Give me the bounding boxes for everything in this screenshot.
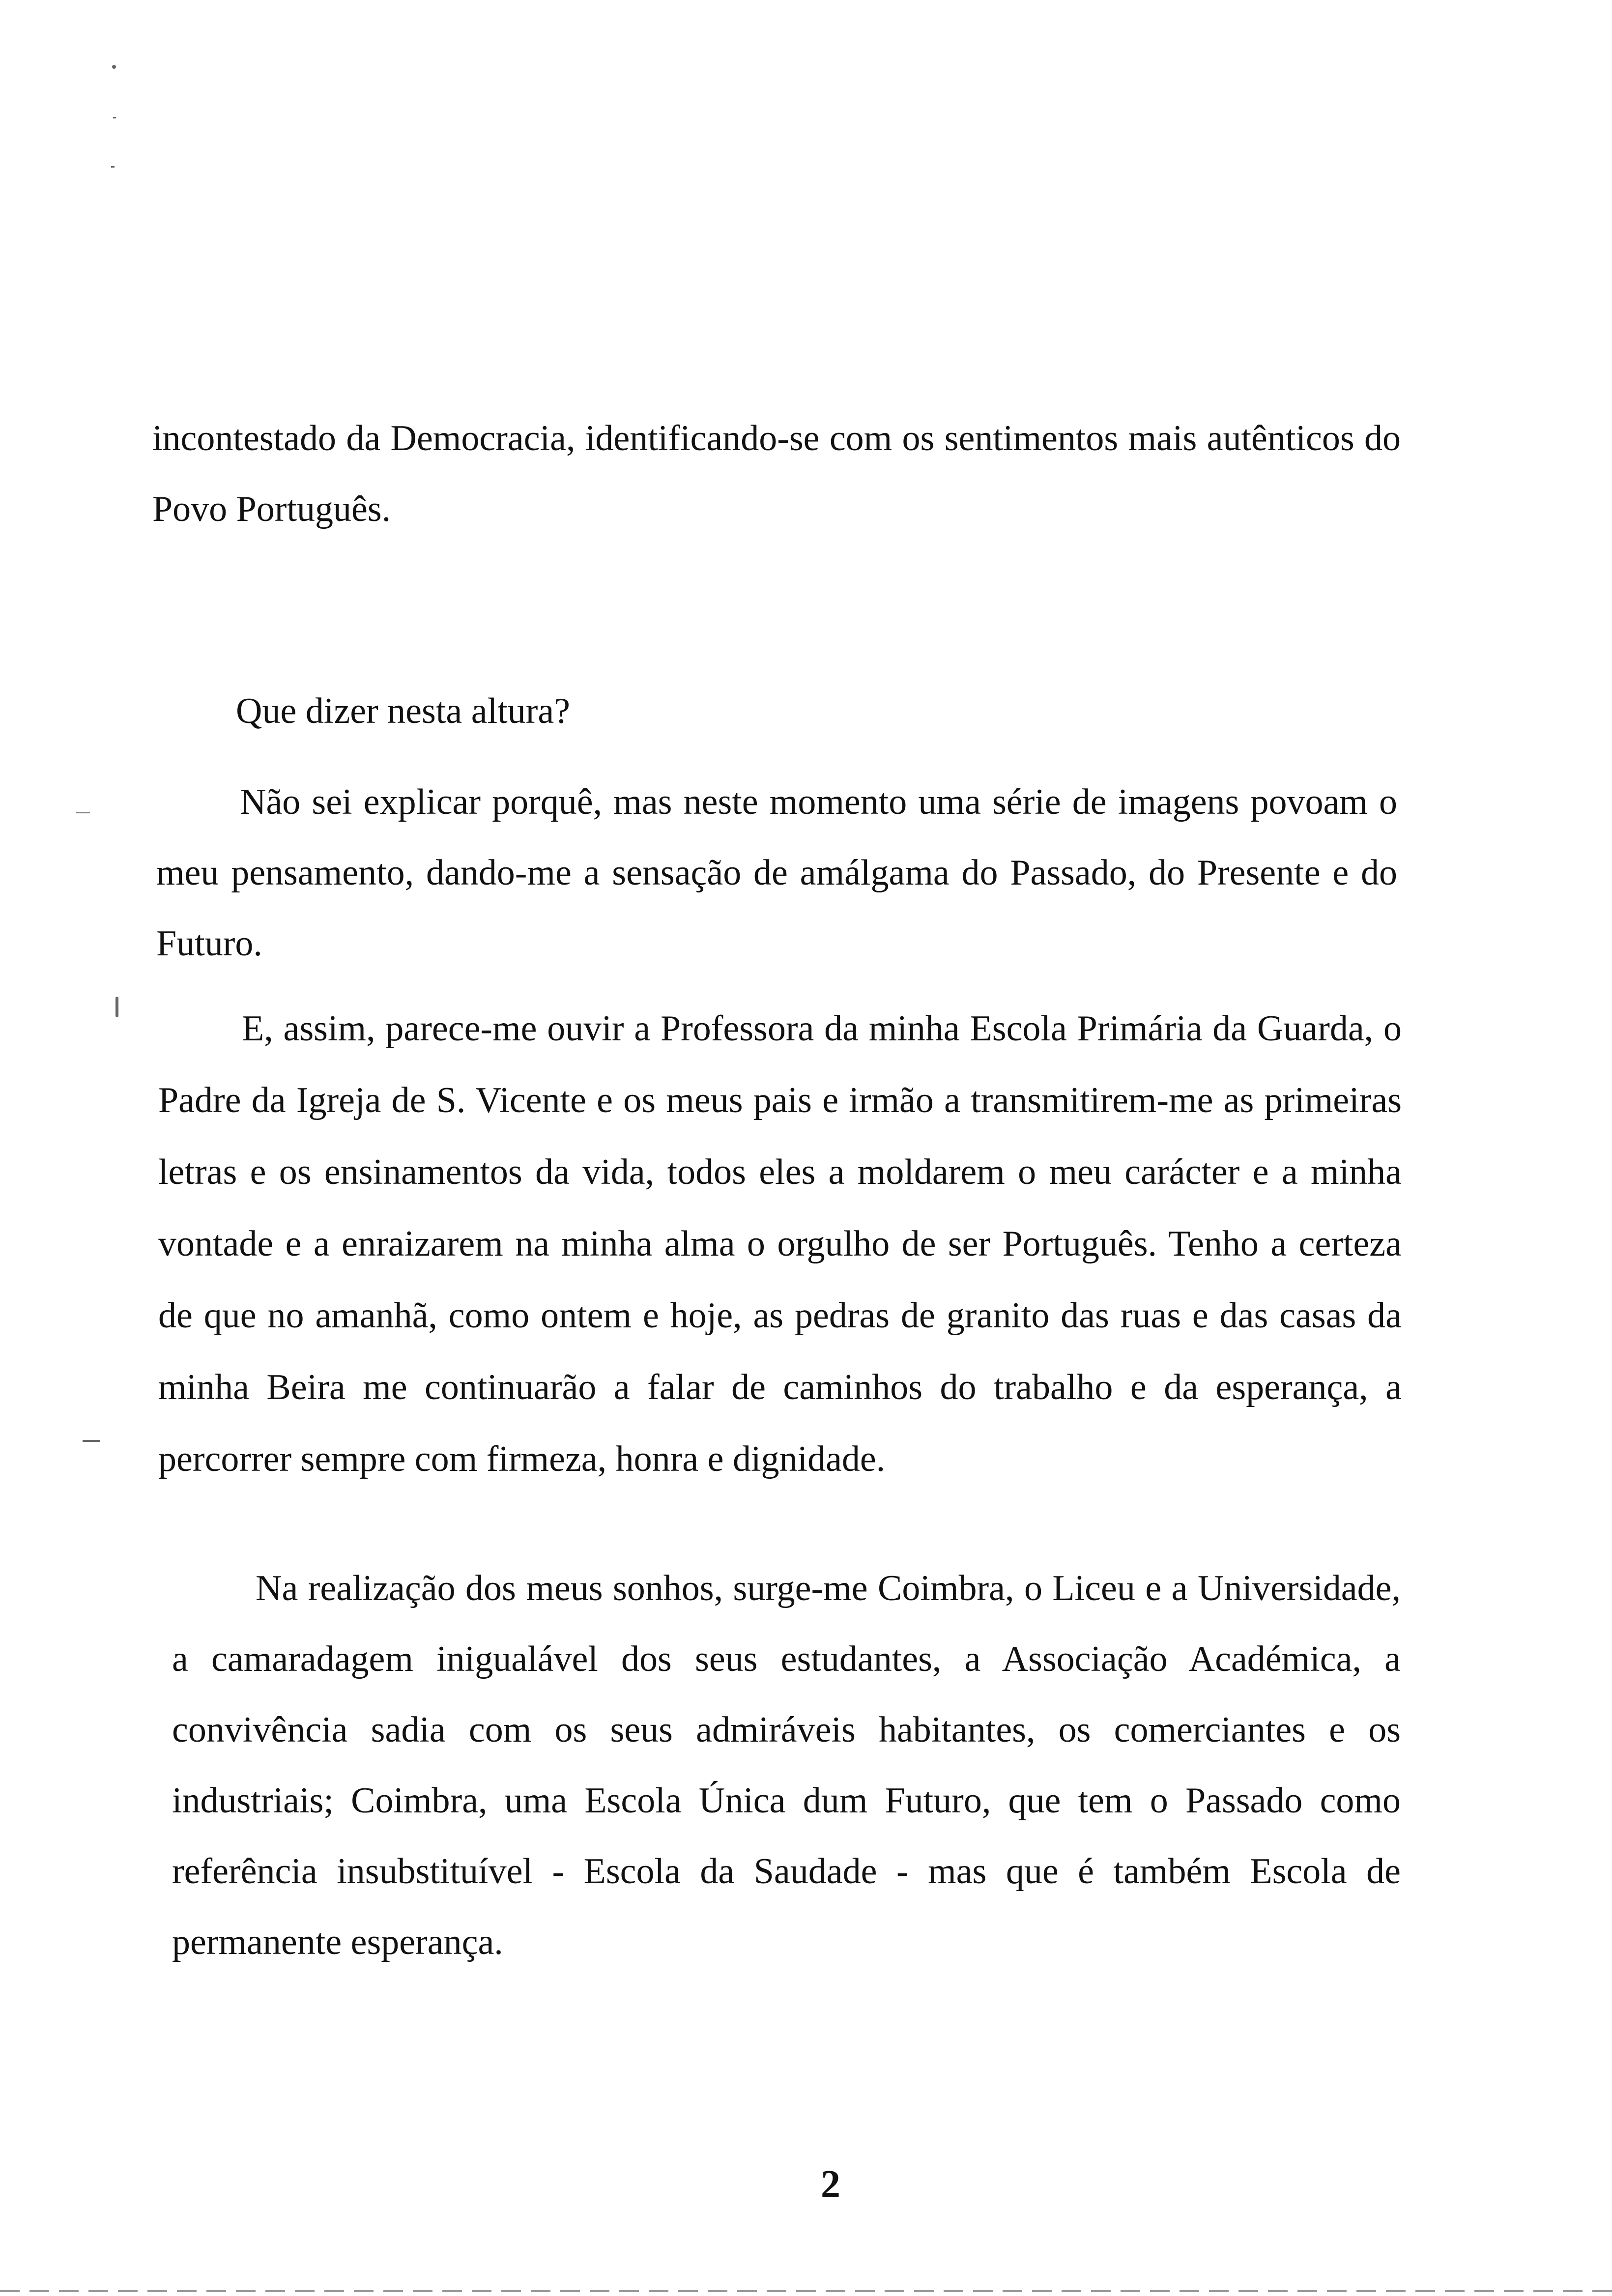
scan-mark	[113, 117, 116, 118]
scan-mark	[111, 166, 115, 168]
scan-mark	[115, 997, 118, 1017]
scan-edge-rule	[0, 2290, 1612, 2292]
scan-mark	[83, 1440, 100, 1442]
scan-mark	[112, 65, 116, 69]
page-number: 2	[821, 2163, 840, 2206]
scan-mark	[76, 812, 90, 813]
paragraph-images: Não sei explicar porquê, mas neste momento uma série de imagens povoam o meu pensamento, dando-me a sensação de amálgama do Passado, do Presente e do Futuro.	[156, 782, 1397, 964]
paragraph-continuation: incontestado da Democracia, identificando-se com os sentimentos mais autênticos do Povo Português.	[152, 418, 1401, 529]
paragraph-question: Que dizer nesta altura?	[236, 691, 571, 731]
paragraph-guarda: E, assim, parece-me ouvir a Professora da minha Escola Primária da Guarda, o Padre da Igreja de S. Vicente e os meus pais e irmão a transmitirem-me as primeiras letras e os ensinamentos da vida, todos eles a moldarem o meu carácter e a minha vontade e a enraizarem na minha alma o orgulho de ser Português. Tenho a certeza de que no amanhã, como ontem e hoje, as pedras de granito das ruas e das casas da minha Beira me continuarão a falar de caminhos do trabalho e da esperança, a percorrer sempre com firmeza, honra e dignidade.	[158, 1008, 1402, 1479]
paragraph-coimbra: Na realização dos meus sonhos, surge-me Coimbra, o Liceu e a Universidade, a camaradagem inigualável dos seus estudantes, a Associação Académica, a convivência sadia com os seus admiráveis habitantes, os comerciantes e os industriais; Coimbra, uma Escola Única dum Futuro, que tem o Passado como referência insubstituível - Escola da Saudade - mas que é também Escola de permanente esperança.	[172, 1568, 1401, 1962]
